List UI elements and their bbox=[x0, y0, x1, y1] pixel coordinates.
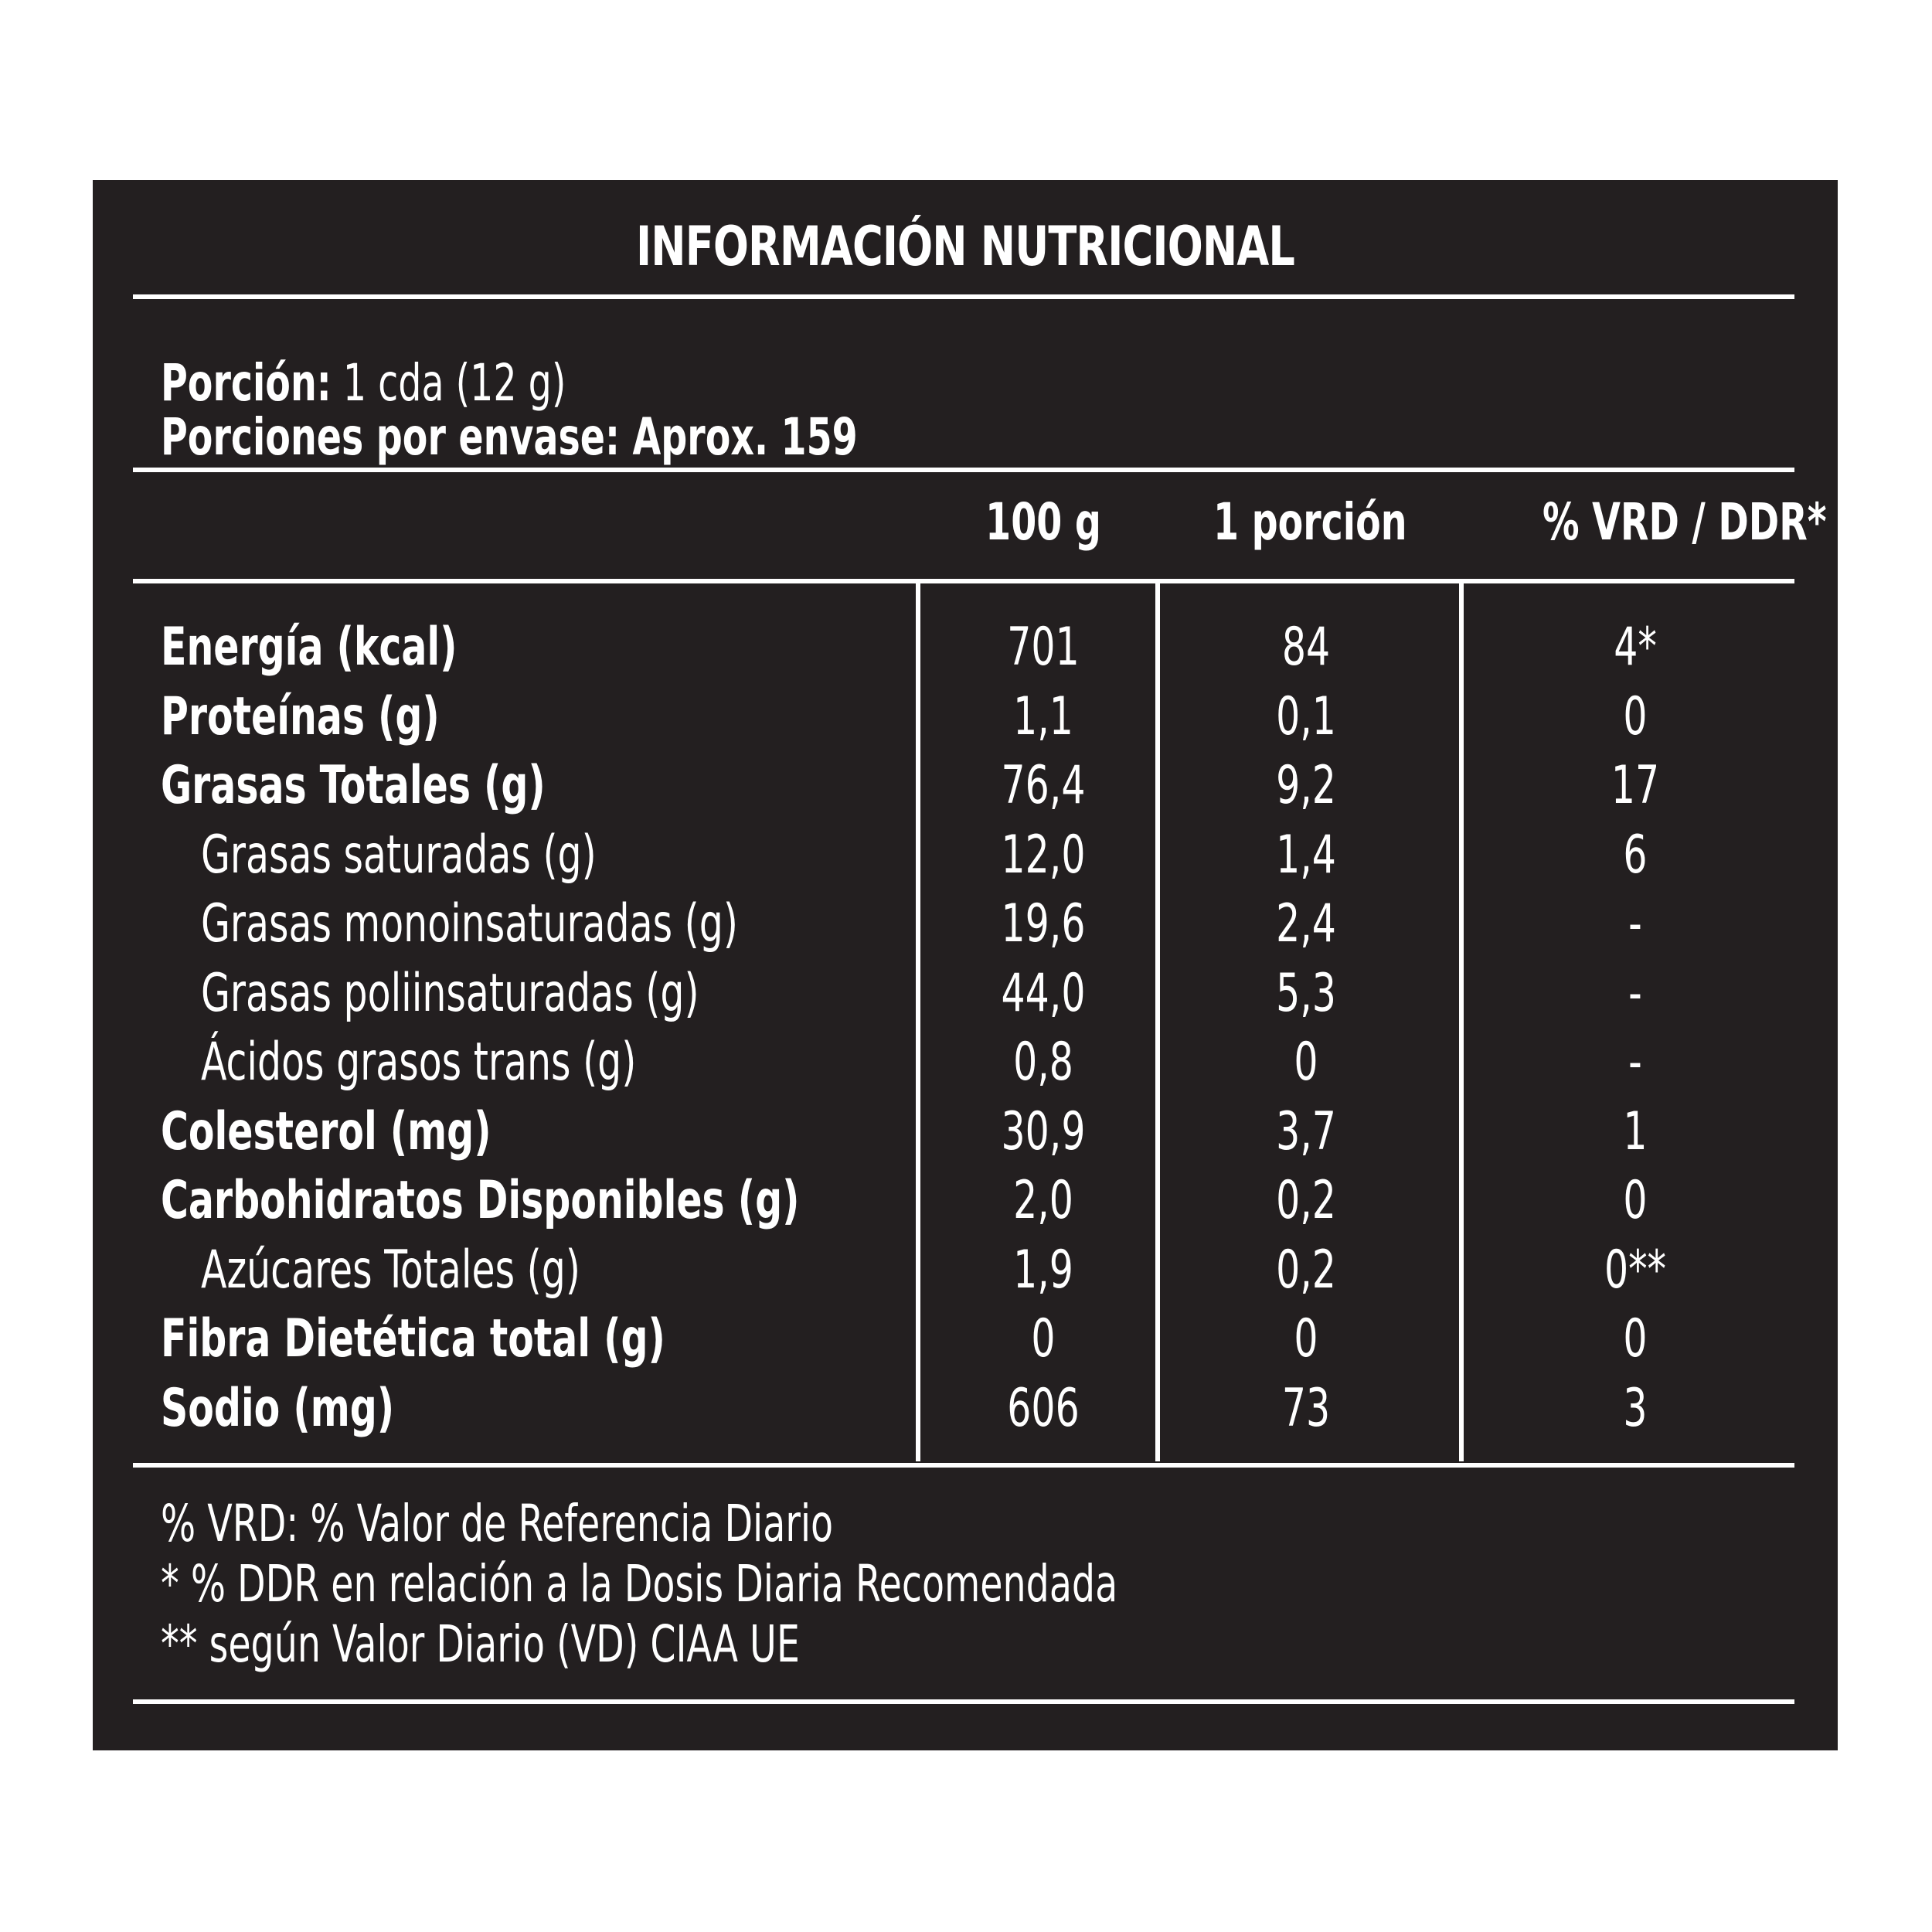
value-per-100g: 19,6 bbox=[1001, 893, 1086, 954]
value-vrd: 4* bbox=[1614, 617, 1657, 678]
nutrient-label: Energía (kcal) bbox=[161, 617, 457, 678]
value-per-portion: 9,2 bbox=[1276, 755, 1336, 816]
value-per-portion: 2,4 bbox=[1276, 893, 1336, 954]
value-vrd: 6 bbox=[1623, 824, 1648, 886]
table-row bbox=[93, 1374, 1838, 1444]
value-per-portion: 0 bbox=[1294, 1032, 1318, 1093]
value-vrd: 3 bbox=[1623, 1377, 1648, 1439]
nutrition-facts-panel bbox=[93, 180, 1838, 1750]
value-per-portion: 1,4 bbox=[1276, 824, 1336, 886]
divider-serving bbox=[133, 468, 1794, 472]
value-vrd: 0 bbox=[1623, 685, 1648, 747]
value-per-100g: 0,8 bbox=[1013, 1032, 1073, 1093]
nutrient-table bbox=[93, 613, 1838, 1443]
panel-title: INFORMACIÓN NUTRICIONAL bbox=[635, 215, 1295, 278]
value-vrd: 0 bbox=[1623, 1308, 1648, 1369]
nutrient-label: Grasas saturadas (g) bbox=[201, 824, 597, 886]
column-header-100g: 100 g bbox=[985, 492, 1101, 552]
servings-per-container-label: Porciones por envase: Aprox. 159 bbox=[161, 407, 858, 467]
nutrient-label: Proteínas (g) bbox=[161, 685, 440, 747]
divider-table-bottom bbox=[133, 1463, 1794, 1468]
footnote-ddr: * % DDR en relación a la Dosis Diaria Recomendada bbox=[161, 1554, 1118, 1614]
value-per-portion: 0,2 bbox=[1276, 1170, 1336, 1231]
value-vrd: - bbox=[1628, 962, 1642, 1024]
nutrient-label: Grasas poliinsaturadas (g) bbox=[201, 962, 699, 1024]
value-per-portion: 73 bbox=[1281, 1377, 1331, 1439]
value-vrd: 17 bbox=[1611, 755, 1660, 816]
value-per-portion: 0,1 bbox=[1276, 685, 1336, 747]
table-row bbox=[93, 959, 1838, 1029]
nutrient-label: Ácidos grasos trans (g) bbox=[201, 1032, 637, 1093]
nutrient-label: Colesterol (mg) bbox=[161, 1100, 492, 1162]
table-row bbox=[93, 682, 1838, 752]
nutrient-label: Grasas monoinsaturadas (g) bbox=[201, 893, 738, 954]
value-vrd: - bbox=[1628, 893, 1642, 954]
value-per-100g: 44,0 bbox=[1001, 962, 1086, 1024]
value-per-100g: 12,0 bbox=[1001, 824, 1086, 886]
divider-top bbox=[133, 294, 1794, 299]
value-per-100g: 2,0 bbox=[1013, 1170, 1073, 1231]
serving-size-value: 1 cda (12 g) bbox=[342, 353, 566, 413]
table-row bbox=[93, 1166, 1838, 1236]
table-row bbox=[93, 821, 1838, 890]
footnote-vrd: % VRD: % Valor de Referencia Diario bbox=[161, 1494, 834, 1553]
table-row bbox=[93, 613, 1838, 682]
value-per-100g: 1,9 bbox=[1013, 1239, 1073, 1301]
divider-bottom bbox=[133, 1699, 1794, 1704]
column-header-portion: 1 porción bbox=[1213, 492, 1407, 552]
serving-size-label: Porción: bbox=[161, 353, 332, 413]
value-vrd: 0** bbox=[1604, 1239, 1667, 1301]
value-per-100g: 606 bbox=[1007, 1377, 1080, 1439]
servings-per-container bbox=[161, 409, 858, 466]
nutrient-label: Carbohidratos Disponibles (g) bbox=[161, 1170, 800, 1231]
table-row bbox=[93, 1236, 1838, 1305]
value-per-portion: 84 bbox=[1281, 617, 1331, 678]
column-header-vrd: % VRD / DDR* bbox=[1543, 492, 1827, 552]
table-row bbox=[93, 1028, 1838, 1097]
value-vrd: - bbox=[1628, 1032, 1642, 1093]
nutrient-label: Fibra Dietética total (g) bbox=[161, 1308, 665, 1369]
value-per-portion: 0,2 bbox=[1276, 1239, 1336, 1301]
footnote-vd: ** según Valor Diario (VD) CIAA UE bbox=[161, 1614, 800, 1674]
value-per-portion: 0 bbox=[1294, 1308, 1318, 1369]
value-per-100g: 30,9 bbox=[1001, 1100, 1086, 1162]
table-row bbox=[93, 751, 1838, 821]
table-row bbox=[93, 1304, 1838, 1374]
footnotes bbox=[161, 1494, 1784, 1675]
value-per-100g: 701 bbox=[1007, 617, 1080, 678]
nutrient-label: Sodio (mg) bbox=[161, 1377, 395, 1439]
table-row bbox=[93, 1097, 1838, 1167]
divider-header bbox=[133, 579, 1794, 583]
value-per-portion: 5,3 bbox=[1276, 962, 1336, 1024]
value-per-100g: 76,4 bbox=[1001, 755, 1086, 816]
value-vrd: 1 bbox=[1623, 1100, 1648, 1162]
value-per-100g: 1,1 bbox=[1013, 685, 1073, 747]
value-per-100g: 0 bbox=[1031, 1308, 1056, 1369]
value-vrd: 0 bbox=[1623, 1170, 1648, 1231]
nutrient-label: Grasas Totales (g) bbox=[161, 755, 546, 816]
nutrient-label: Azúcares Totales (g) bbox=[201, 1239, 580, 1301]
table-row bbox=[93, 889, 1838, 959]
serving-size bbox=[161, 355, 566, 412]
value-per-portion: 3,7 bbox=[1276, 1100, 1336, 1162]
